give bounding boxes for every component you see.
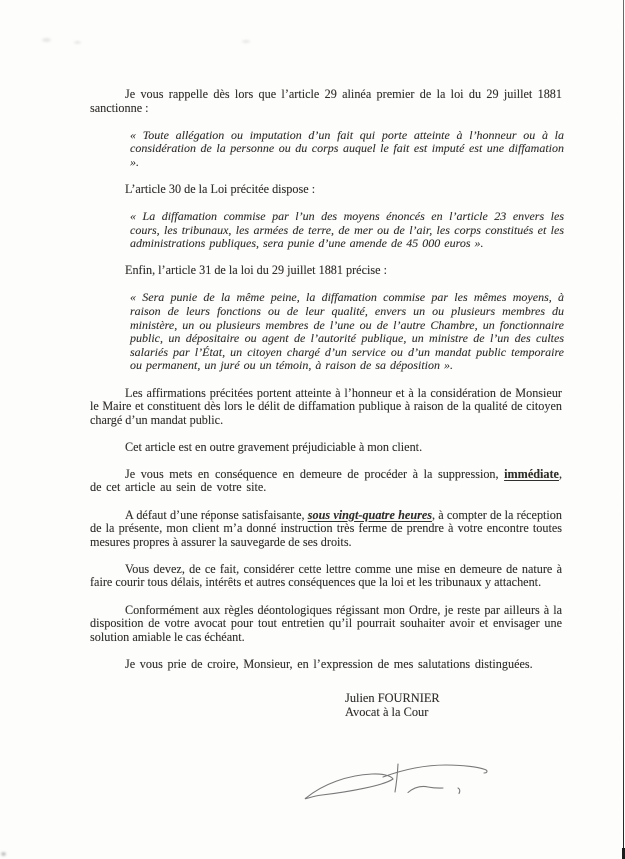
paragraph-affirmations: Les affirmations précitées portent atteinte à l’honneur et à la considération de Monsieur le Maire et constituent dès lors le délit de diffamation publique à raison de la qualité de citoyen chargé d’un mandat public.	[90, 385, 562, 427]
signature-block	[345, 691, 562, 719]
paragraph-intro-article-29: Je vous rappelle dès lors que l’article 29 alinéa premier de la loi du 29 juillet 1881 sanctionne :	[90, 87, 562, 115]
paragraph-delai-24h	[90, 509, 562, 550]
scan-edge-artifact	[623, 0, 625, 859]
paragraph-salutations: Je vous prie de croire, Monsieur, en l’expression de mes salutations distinguées.	[125, 656, 533, 671]
paragraph-intro-article-30: L’article 30 de la Loi précitée dispose :	[125, 181, 316, 196]
signatory-title: Avocat à la Cour	[345, 705, 429, 720]
delai-text-before: A défaut d’une réponse satisfaisante,	[125, 507, 308, 522]
scan-speck	[242, 40, 250, 43]
signatory-name: Julien FOURNIER	[345, 691, 440, 706]
blockquote-article-31: « Sera punie de la même peine, la diffamation commise par les mêmes moyens, à raison de leurs fonctions ou de leur qualité, envers un ou plusieurs membres du ministère, un ou plusieurs membres de l’une ou de l’autre Chambre, un fonctionnaire public, un dépositaire ou agent de l’autorité publique, un ministre de l’un des cultes salariés par l’État, un citoyen chargé d’un service ou d’un mandat public temporaire ou permanent, un juré ou un témoin, à raison de sa déposition ».	[130, 290, 564, 373]
paragraph-consequences: Vous devez, de ce fait, considérer cette lettre comme une mise en demeure de nature à faire courir tous délais, intérêts et autres conséquences que la loi et les tribunaux y attachent.	[90, 561, 562, 590]
blockquote-article-30: « La diffamation commise par l’un des moyens énoncés en l’article 23 envers les cours, les tribunaux, les armées de terre, de mer ou de l’air, les corps constitués et les administrations publiques, sera punie d’une amende de 45 000 euros ».	[130, 209, 564, 251]
mise-en-demeure-text-before: Je vous mets en conséquence en demeure de procéder à la suppression,	[125, 466, 505, 481]
paragraph-deontologie: Conformément aux règles déontologiques régissant mon Ordre, je reste par ailleurs à la disposition de votre avocat pour tout entretien qu’il pourrait souhaiter avoir et envisager une solution amiable le cas échéant.	[90, 602, 562, 644]
scan-speck	[1, 852, 6, 856]
mise-en-demeure-text-after: , de cet article au sein de votre site.	[90, 466, 562, 495]
scan-corner-artifact	[622, 848, 625, 859]
delai-emphasis: sous vingt-quatre heures	[307, 507, 433, 522]
scan-speck	[74, 41, 81, 44]
paragraph-intro-article-31: Enfin, l’article 31 de la loi du 29 juillet 1881 précise :	[125, 263, 387, 278]
paragraph-prejudice: Cet article est en outre gravement préjudiciable à mon client.	[125, 439, 423, 454]
handwritten-signature	[288, 760, 558, 858]
delai-text-after: , à compter de la réception de la présente, mon client m’a donné instruction très ferme de prendre à votre encontre toutes mesures propres à assurer la sauvegarde de ses droits.	[90, 507, 562, 549]
mise-en-demeure-emphasis: immédiate	[504, 466, 559, 481]
blockquote-article-29: « Toute allégation ou imputation d’un fait qui porte atteinte à l’honneur ou à la considération de la personne ou du corps auquel le fait est imputé est une diffamation ».	[130, 127, 564, 169]
letter-body	[90, 88, 562, 719]
paragraph-mise-en-demeure	[90, 468, 562, 495]
scan-speck	[42, 38, 51, 42]
